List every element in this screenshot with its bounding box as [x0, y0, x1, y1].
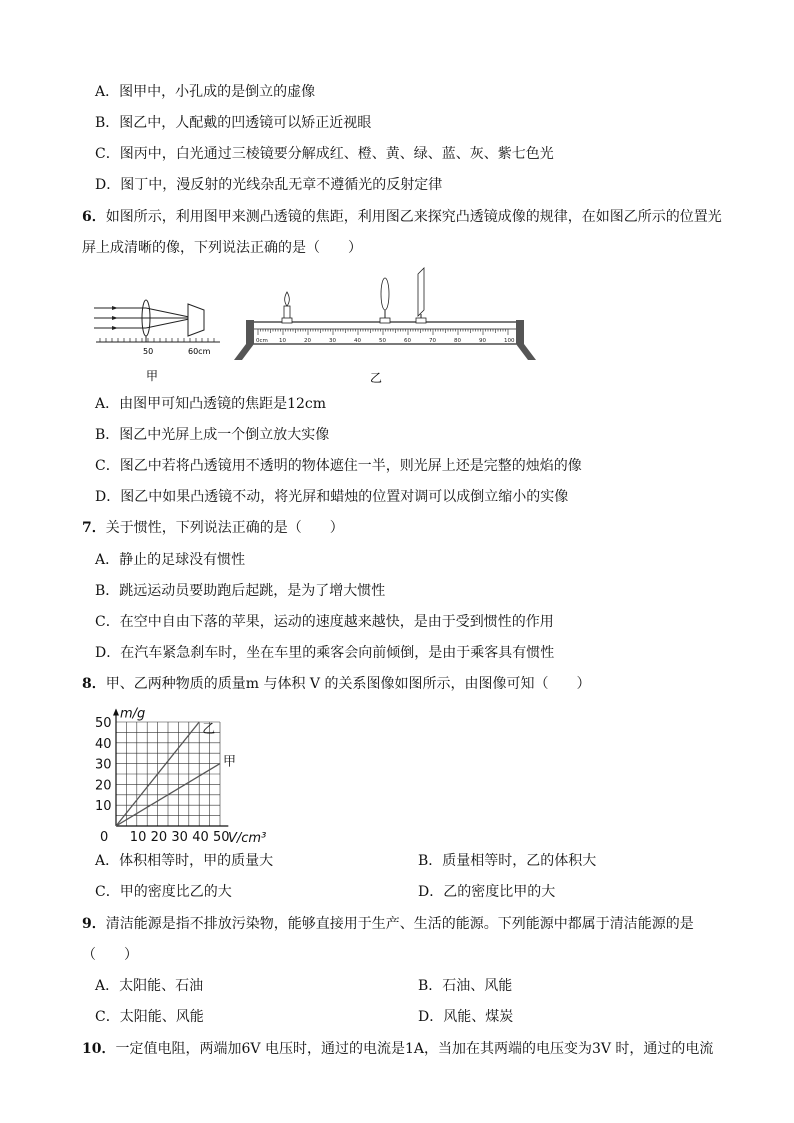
- yi-tick-label: 40: [354, 338, 361, 344]
- y-tick-label: 20: [95, 778, 112, 794]
- fig-jia-label: 甲: [146, 369, 159, 383]
- x-tick-label: 40: [192, 830, 209, 845]
- y-axis-label: m/g: [120, 706, 146, 722]
- q6-stem-text: 如图所示，利用图甲来测凸透镜的焦距，利用图乙来探究凸透镜成像的规律，在如图乙所示的位置光: [105, 209, 722, 225]
- q10-stem-text: 一定值电阻，两端加6V 电压时，通过的电流是1A，当加在其两端的电压变为3V 时，通过的电流: [115, 1041, 714, 1057]
- q5-option-a: A．图甲中，小孔成的是倒立的虚像: [95, 84, 316, 100]
- series-label-jia: 甲: [223, 754, 237, 770]
- q9-option-c: C．太阳能、风能: [95, 1009, 204, 1025]
- q7-option-b: B．跳远运动员要助跑后起跳，是为了增大惯性: [95, 583, 386, 599]
- q5-option-d: D．图丁中，漫反射的光线杂乱无章不遵循光的反射定律: [95, 177, 443, 193]
- q6-option-b: B．图乙中光屏上成一个倒立放大实像: [95, 427, 330, 443]
- x-tick-label: 10: [129, 830, 147, 845]
- q6-option-c: C．图乙中若将凸透镜用不透明的物体遮住一半，则光屏上还是完整的烛焰的像: [95, 458, 582, 474]
- q8-mass-volume-chart: [86, 700, 286, 846]
- yi-tick-label: 0cm: [256, 338, 268, 344]
- x-tick-label: 0: [100, 830, 109, 845]
- q7-option-c: C．在空中自由下落的苹果，运动的速度越来越快，是由于受到惯性的作用: [95, 614, 554, 630]
- q10-stem: [82, 1040, 713, 1058]
- q7-option-a: A．静止的足球没有惯性: [95, 552, 246, 568]
- q6-option-a: A．由图甲可知凸透镜的焦距是12cm: [95, 396, 327, 412]
- yi-tick-label: 10: [279, 338, 286, 344]
- y-tick-label: 40: [95, 736, 112, 752]
- chart-grid: [116, 722, 220, 826]
- series-label-yi: 乙: [202, 722, 216, 737]
- x-tick-label: 50: [213, 830, 230, 845]
- x-tick-label: 20: [150, 830, 168, 845]
- y-tick-label: 50: [95, 716, 112, 731]
- q7-option-d: D．在汽车紧急刹车时，坐在车里的乘客会向前倾倒，是由于乘客具有惯性: [95, 645, 555, 661]
- q9-stem-line1: [82, 915, 694, 933]
- q9-option-d: D．风能、煤炭: [418, 1009, 514, 1025]
- q7-stem-text: 关于惯性，下列说法正确的是（ ）: [105, 520, 344, 536]
- q8-stem: [82, 675, 590, 693]
- q10-number: 10．: [82, 1041, 116, 1057]
- q6-stem-line1: [82, 208, 722, 226]
- q6-figure-yi: [232, 262, 538, 388]
- q6-option-d: D．图乙中如果凸透镜不动，将光屏和蜡烛的位置对调可以成倒立缩小的实像: [95, 489, 569, 505]
- q5-option-c: C．图丙中，白光通过三棱镜要分解成红、橙、黄、绿、蓝、灰、紫七色光: [95, 146, 554, 162]
- q6-figure-jia: [92, 290, 222, 388]
- yi-tick-label: 30: [329, 338, 336, 344]
- fig-yi-label: 乙: [370, 371, 383, 385]
- y-tick-label: 10: [95, 799, 112, 815]
- q6-stem-line2: 屏上成清晰的像，下列说法正确的是（ ）: [82, 240, 362, 256]
- q8-stem-text: 甲、乙两种物质的质量m 与体积 V 的关系图像如图所示，由图像可知（ ）: [105, 676, 591, 692]
- jia-tick-50: 50: [143, 347, 154, 356]
- q5-option-b: B．图乙中，人配戴的凹透镜可以矫正近视眼: [95, 115, 372, 131]
- x-axis-label: V/cm³: [228, 831, 267, 846]
- yi-tick-label: 20: [304, 338, 311, 344]
- q7-number: 7．: [82, 520, 106, 536]
- yi-tick-label: 70: [429, 338, 436, 344]
- q8-option-b: B．质量相等时，乙的体积大: [418, 853, 597, 869]
- q9-stem-text: 清洁能源是指不排放污染物，能够直接用于生产、生活的能源。下列能源中都属于清洁能源的是: [105, 916, 694, 932]
- x-tick-label: 30: [171, 830, 188, 845]
- yi-tick-label: 90: [479, 338, 486, 344]
- q7-stem: [82, 519, 344, 537]
- q9-option-b: B．石油、风能: [418, 978, 513, 994]
- q8-number: 8．: [82, 676, 106, 692]
- q9-option-a: A．太阳能、石油: [95, 978, 204, 994]
- yi-tick-label: 50: [379, 338, 386, 344]
- q8-option-d: D．乙的密度比甲的大: [418, 884, 556, 900]
- q8-option-c: C．甲的密度比乙的大: [95, 884, 232, 900]
- y-tick-label: 30: [95, 757, 112, 773]
- q8-option-a: A．体积相等时，甲的质量大: [95, 853, 274, 869]
- q9-number: 9．: [82, 916, 106, 932]
- q6-number: 6．: [82, 209, 106, 225]
- yi-tick-label: 100: [504, 338, 515, 344]
- q9-stem-line2: （ ）: [82, 947, 138, 963]
- yi-tick-label: 60: [404, 338, 411, 344]
- jia-tick-60cm: 60cm: [188, 347, 211, 356]
- yi-tick-label: 80: [454, 338, 461, 344]
